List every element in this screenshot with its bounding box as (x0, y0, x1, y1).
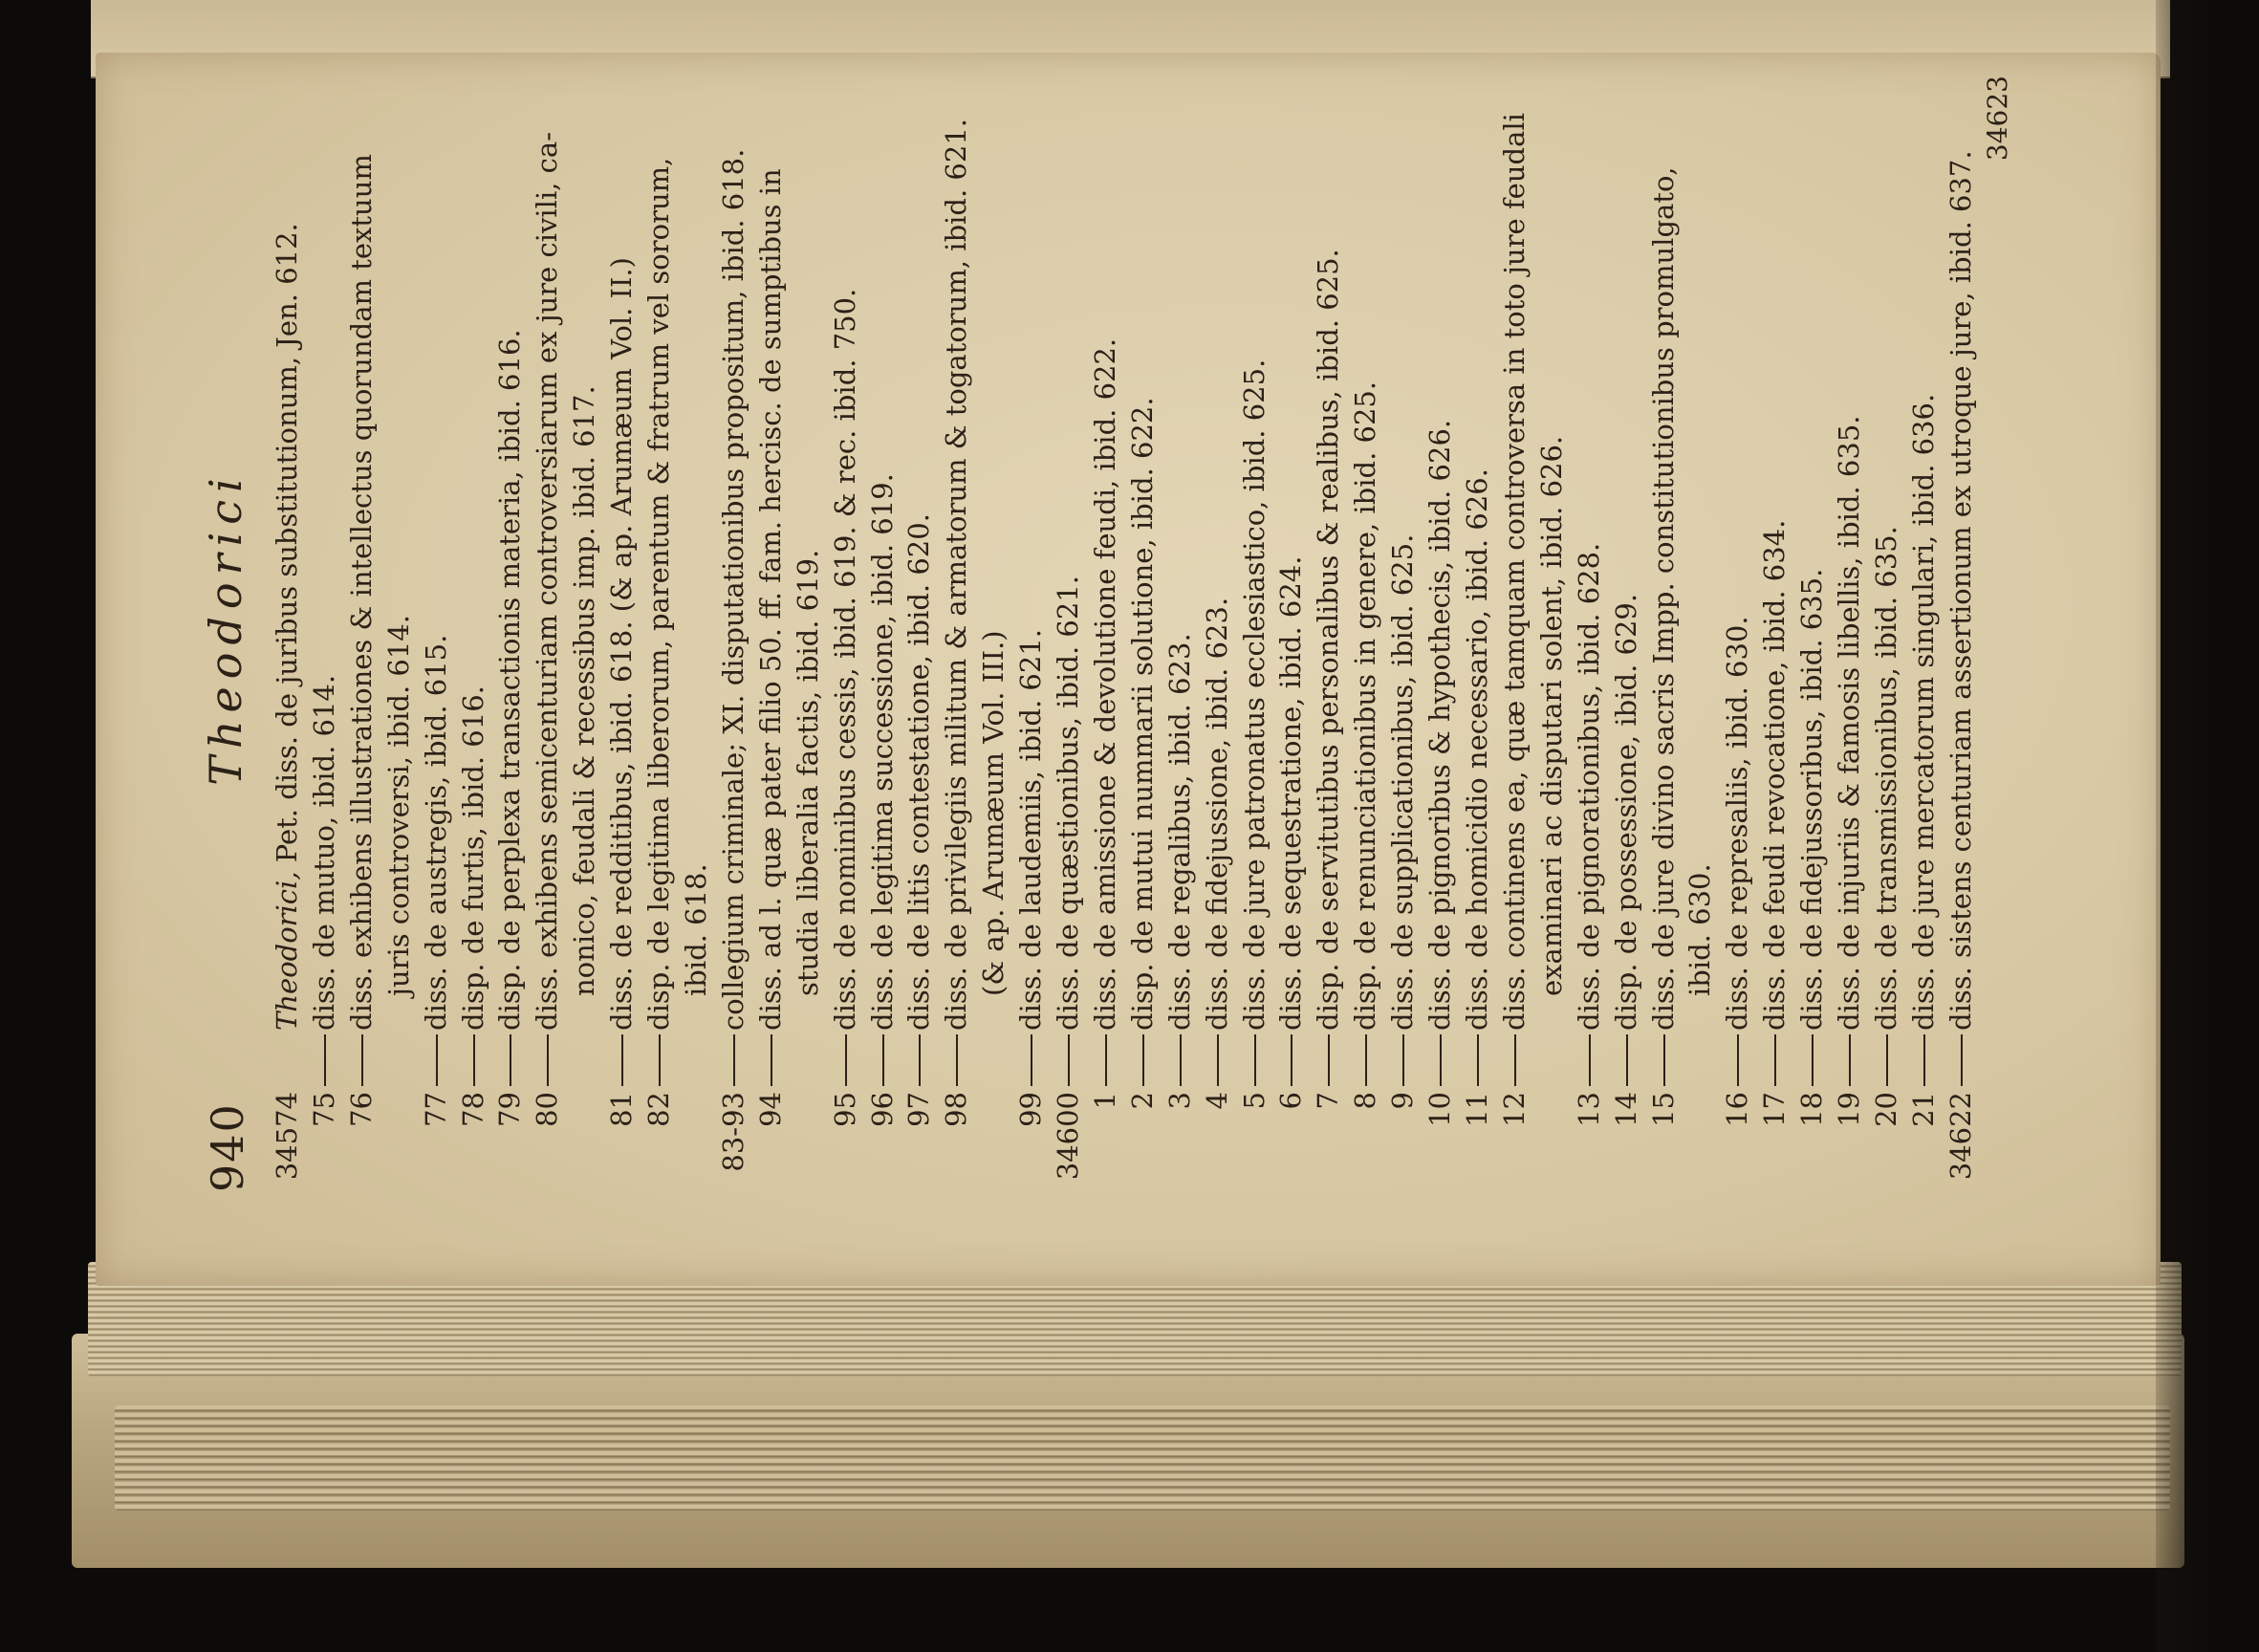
entry-first-line: disp. de legitima liberorum, parentum & fratrum vel sororum, (642, 157, 676, 1031)
entry-first-line: diss. de homicidio necessario, ibid. 626. (1461, 468, 1493, 1031)
entry-first-line: disp. de renunciationibus in genere, ibid. 625. (1349, 380, 1382, 1031)
entry-number: 15 (1646, 1092, 1680, 1127)
ditto-dash (659, 1034, 661, 1086)
ditto-dash (1514, 1034, 1516, 1086)
entry-number: 17 (1758, 1092, 1792, 1127)
catalog-entry (827, 64, 864, 1192)
printed-text-block (196, 64, 2098, 1192)
entry-number: 76 (344, 1092, 378, 1127)
entry-number: 13 (1572, 1092, 1605, 1127)
entry-text (1719, 64, 1756, 1031)
entry-number: 77 (419, 1092, 452, 1127)
entry-first-line: disp. de furtis, ibid. 616. (456, 685, 489, 1031)
entry-first-line: diss. de injuriis & famosis libellis, ibid. 635. (1833, 415, 1866, 1031)
ditto-dash (1923, 1034, 1925, 1086)
entry-first-line: diss. continens ea, quæ tamquam controversa in toto jure feudali (1497, 113, 1531, 1031)
catalog-entry (1608, 64, 1645, 1192)
entry-number: 5 (1237, 1092, 1271, 1110)
entry-first-line: diss. de jure patronatus ecclesiastico, ibid. 625. (1237, 359, 1271, 1031)
catalog-entry (1124, 64, 1162, 1192)
entry-text (1199, 64, 1236, 1031)
page-footer (1980, 64, 2018, 1192)
entry-first-line: disp. de possessione, ibid. 629. (1609, 593, 1642, 1031)
author-name: Theodorici, (271, 871, 303, 1031)
entry-number: 16 (1721, 1092, 1754, 1127)
ditto-dash (1180, 1034, 1182, 1086)
entry-continuation-line: nonico, feudali & recessibus imp. ibid. 617. (568, 385, 601, 996)
entry-number: 1 (1088, 1092, 1121, 1110)
catalog-entry (864, 64, 901, 1192)
entry-number: 96 (865, 1092, 899, 1127)
entry-text (1496, 64, 1571, 1031)
entry-text (1422, 64, 1459, 1031)
entry-first-line: diss. de fidejussoribus, ibid. 635. (1795, 568, 1829, 1031)
entry-number: 10 (1423, 1092, 1457, 1127)
ditto-dash (1849, 1034, 1851, 1086)
entry-text (1236, 64, 1273, 1031)
entry-number: 95 (828, 1092, 861, 1127)
catchword: 34623 (1981, 76, 2013, 162)
entry-first-line: diss. de legitima successione, ibid. 619. (865, 473, 899, 1031)
entry-first-line: diss. de litis contestatione, ibid. 620. (902, 513, 936, 1031)
ditto-dash (1068, 1034, 1070, 1086)
ditto-dash (1477, 1034, 1479, 1086)
catalog-entry (1310, 64, 1347, 1192)
ditto-dash (882, 1034, 884, 1086)
entry-text (1384, 64, 1422, 1031)
entry-number: 11 (1461, 1092, 1493, 1127)
catalog-entry (1422, 64, 1459, 1192)
entry-number: 34600 (1052, 1092, 1085, 1181)
entry-continuation-line: ibid. 630. (1683, 863, 1717, 996)
catalog-entry (269, 64, 306, 1192)
entry-number: 83-93 (716, 1092, 749, 1172)
catalog-entry (1756, 64, 1793, 1192)
entry-text (752, 64, 827, 1031)
entry-number: 82 (642, 1092, 676, 1127)
entry-text (1645, 64, 1720, 1031)
entry-number: 6 (1274, 1092, 1308, 1110)
entry-first-line: diss. de privilegiis militum & armatorum & togatorum, ibid. 621. (940, 119, 973, 1031)
catalog-entry (1905, 64, 1943, 1192)
entry-text (1571, 64, 1608, 1031)
entry-number: 9 (1386, 1092, 1420, 1110)
catalog-entry (1050, 64, 1087, 1192)
catalog-entry (1496, 64, 1571, 1192)
ditto-dash (361, 1034, 363, 1086)
catalog-entry (1943, 64, 1980, 1192)
entry-text (343, 64, 418, 1031)
ditto-dash (1774, 1034, 1776, 1086)
entry-text (306, 64, 343, 1031)
entry-first-line: diss. de redditibus, ibid. 618. (& ap. Arumæum Vol. II.) (605, 257, 639, 1031)
catalog-entry (1199, 64, 1236, 1192)
entry-continuation-line: juris controversi, ibid. 614. (381, 615, 415, 996)
catalog-entry (529, 64, 603, 1192)
entry-number: 79 (493, 1092, 527, 1127)
entry-number: 19 (1833, 1092, 1866, 1127)
ditto-dash (473, 1034, 475, 1086)
entry-text (827, 64, 864, 1031)
ditto-dash (1402, 1034, 1404, 1086)
entry-text (641, 64, 715, 1031)
running-head: Theodorici (200, 470, 251, 786)
page-stack-lower (115, 1405, 2170, 1511)
entry-text (1459, 64, 1496, 1031)
entry-first-line: diss. de regalibus, ibid. 623. (1162, 633, 1196, 1031)
entry-text (1272, 64, 1310, 1031)
entry-first-line: disp. de servitutibus personalibus & realibus, ibid. 625. (1312, 249, 1345, 1031)
entry-number: 78 (456, 1092, 489, 1127)
entry-first-line: Pet. diss. de juribus substitutionum, Jen. 612. (271, 223, 303, 872)
entry-text (1012, 64, 1050, 1031)
entry-text (901, 64, 938, 1031)
entry-number: 99 (1014, 1092, 1048, 1127)
entry-text (938, 64, 1012, 1031)
entry-text (1943, 64, 1980, 1031)
entry-first-line: diss. de austregis, ibid. 615. (419, 634, 452, 1031)
catalog-entry (306, 64, 343, 1192)
ditto-dash (510, 1034, 511, 1086)
catalog-entry (1459, 64, 1496, 1192)
page-number: 940 (202, 1102, 253, 1192)
entry-text (864, 64, 901, 1031)
catalog-entry (1384, 64, 1422, 1192)
entry-number: 2 (1125, 1092, 1159, 1110)
entry-number: 4 (1200, 1092, 1233, 1110)
entry-first-line: disp. de mutui nummarii solutione, ibid. 622. (1125, 397, 1159, 1031)
entry-number: 8 (1349, 1092, 1382, 1110)
catalog-entry (343, 64, 418, 1192)
entry-number: 81 (605, 1092, 639, 1127)
entry-number: 21 (1906, 1092, 1940, 1127)
catalog-entry (1347, 64, 1384, 1192)
ditto-dash (845, 1034, 847, 1086)
catalog-entry (1793, 64, 1831, 1192)
entry-first-line: collegium criminale; XI. disputationibus propositum, ibid. 618. (716, 148, 749, 1031)
ditto-dash (1886, 1034, 1888, 1086)
entry-text (1347, 64, 1384, 1031)
ditto-dash (733, 1034, 735, 1086)
catalog-entry (938, 64, 1012, 1192)
ditto-dash (1737, 1034, 1739, 1086)
entry-text (1087, 64, 1124, 1031)
catalog-entry (1571, 64, 1608, 1192)
entry-first-line: diss. de feudi revocatione, ibid. 634. (1758, 519, 1792, 1031)
catalog-entry (455, 64, 492, 1192)
ditto-dash (1365, 1034, 1367, 1086)
entry-continuation-line: (& ap. Arumæum Vol. III.) (977, 630, 1010, 996)
entry-first-line: diss. de fidejussione, ibid. 623. (1200, 597, 1233, 1031)
entry-first-line: diss. exhibens semicenturiam controversiarum ex jure civili, ca- (531, 132, 564, 1031)
entry-first-line: disp. de perplexa transactionis materia, ibid. 616. (493, 329, 527, 1031)
ditto-dash (547, 1034, 549, 1086)
entry-number: 80 (531, 1092, 564, 1127)
catalog-entry (418, 64, 455, 1192)
entry-number: 18 (1795, 1092, 1829, 1127)
entry-continuation-line: studia liberalia factis, ibid. 619. (791, 549, 824, 996)
ditto-dash (1142, 1034, 1144, 1086)
entry-number: 34574 (271, 1092, 303, 1181)
catalog-entry (603, 64, 641, 1192)
entry-first-line: diss. exhibens illustrationes & intellectus quorundam textuum (344, 154, 378, 1031)
entry-number: 3 (1162, 1092, 1196, 1110)
entry-first-line: diss. de quæstionibus, ibid. 621. (1052, 576, 1085, 1031)
ditto-dash (1440, 1034, 1442, 1086)
entry-text (1756, 64, 1793, 1031)
entry-first-line: diss. de pignorationibus, ibid. 628. (1572, 542, 1605, 1031)
ditto-dash (1812, 1034, 1814, 1086)
entry-number: 75 (307, 1092, 340, 1127)
entry-text (1162, 64, 1199, 1031)
entry-text (491, 64, 529, 1031)
catalog-entry (1272, 64, 1310, 1192)
entry-number: 94 (753, 1092, 787, 1127)
entry-text (715, 64, 752, 1031)
entry-first-line: diss. de sequestratione, ibid. 624. (1274, 555, 1308, 1031)
entry-number: 97 (902, 1092, 936, 1127)
catalog-entry (1162, 64, 1199, 1192)
ditto-dash (1254, 1034, 1256, 1086)
entry-first-line: diss. de jure mercatorum singulari, ibid. 636. (1906, 393, 1940, 1031)
entry-number: 98 (940, 1092, 973, 1127)
entry-first-line: diss. de represaliis, ibid. 630. (1721, 616, 1754, 1031)
ditto-dash (1961, 1034, 1963, 1086)
entry-text (269, 64, 306, 1031)
ditto-dash (436, 1034, 438, 1086)
entry-text (1050, 64, 1087, 1031)
ditto-dash (1031, 1034, 1032, 1086)
ditto-dash (1589, 1034, 1591, 1086)
entry-text (1905, 64, 1943, 1031)
entry-text (1868, 64, 1905, 1031)
entry-number: 7 (1312, 1092, 1345, 1110)
catalog-entry (1236, 64, 1273, 1192)
catalog-entry (491, 64, 529, 1192)
catalog-entry (1831, 64, 1868, 1192)
ditto-dash (771, 1034, 772, 1086)
ditto-dash (621, 1034, 623, 1086)
ditto-dash (1328, 1034, 1330, 1086)
catalog-entry-list (265, 64, 1980, 1192)
entry-first-line: diss. de mutuo, ibid. 614. (307, 674, 340, 1031)
entry-text (1310, 64, 1347, 1031)
entry-first-line: diss. sistens centuriam assertionum ex utroque jure, ibid. 637. (1944, 150, 1977, 1031)
entry-number: 34622 (1944, 1092, 1977, 1181)
catalog-entry (641, 64, 715, 1192)
ditto-dash (919, 1034, 921, 1086)
catalog-entry (1868, 64, 1905, 1192)
entry-text (1793, 64, 1831, 1031)
ditto-dash (1291, 1034, 1292, 1086)
entry-text (1608, 64, 1645, 1031)
entry-first-line: diss. de supplicationibus, ibid. 625. (1386, 533, 1420, 1031)
entry-text (418, 64, 455, 1031)
catalog-entry (1012, 64, 1050, 1192)
entry-number: 20 (1869, 1092, 1902, 1127)
entry-text (603, 64, 641, 1031)
entry-text (1124, 64, 1162, 1031)
ditto-dash (324, 1034, 326, 1086)
ditto-dash (1105, 1034, 1107, 1086)
entry-first-line: diss. ad l. quæ pater filio 50. ff. fam. hercisc. de sumptibus in (753, 168, 787, 1031)
entry-first-line: diss. de jure divino sacris Impp. constitutionibus promulgato, (1646, 166, 1680, 1031)
ditto-dash (1626, 1034, 1628, 1086)
entry-text (455, 64, 492, 1031)
entry-first-line: diss. de amissione & devolutione feudi, ibid. 622. (1088, 337, 1121, 1031)
entry-continuation-line: ibid. 618. (679, 863, 712, 996)
catalog-entry (1719, 64, 1756, 1192)
page-header (196, 64, 265, 1192)
entry-first-line: diss. de pignoribus & hypothecis, ibid. 626. (1423, 419, 1457, 1031)
catalog-entry (752, 64, 827, 1192)
ditto-dash (1663, 1034, 1665, 1086)
entry-number: 14 (1609, 1092, 1642, 1127)
catalog-entry (1087, 64, 1124, 1192)
catalog-entry (901, 64, 938, 1192)
catalog-entry (715, 64, 752, 1192)
entry-text (1831, 64, 1868, 1031)
entry-first-line: diss. de laudemiis, ibid. 621. (1014, 628, 1048, 1031)
catalog-entry (1645, 64, 1720, 1192)
ditto-dash (1217, 1034, 1219, 1086)
entry-text (529, 64, 603, 1031)
entry-first-line: diss. de transmissionibus, ibid. 635. (1869, 526, 1902, 1031)
entry-number: 12 (1497, 1092, 1531, 1127)
binding-shadow (2156, 0, 2259, 1652)
ditto-dash (956, 1034, 958, 1086)
entry-first-line: diss. de nominibus cessis, ibid. 619. & rec. ibid. 750. (828, 288, 861, 1031)
entry-continuation-line: examinari ac disputari solent, ibid. 626. (1534, 435, 1568, 996)
